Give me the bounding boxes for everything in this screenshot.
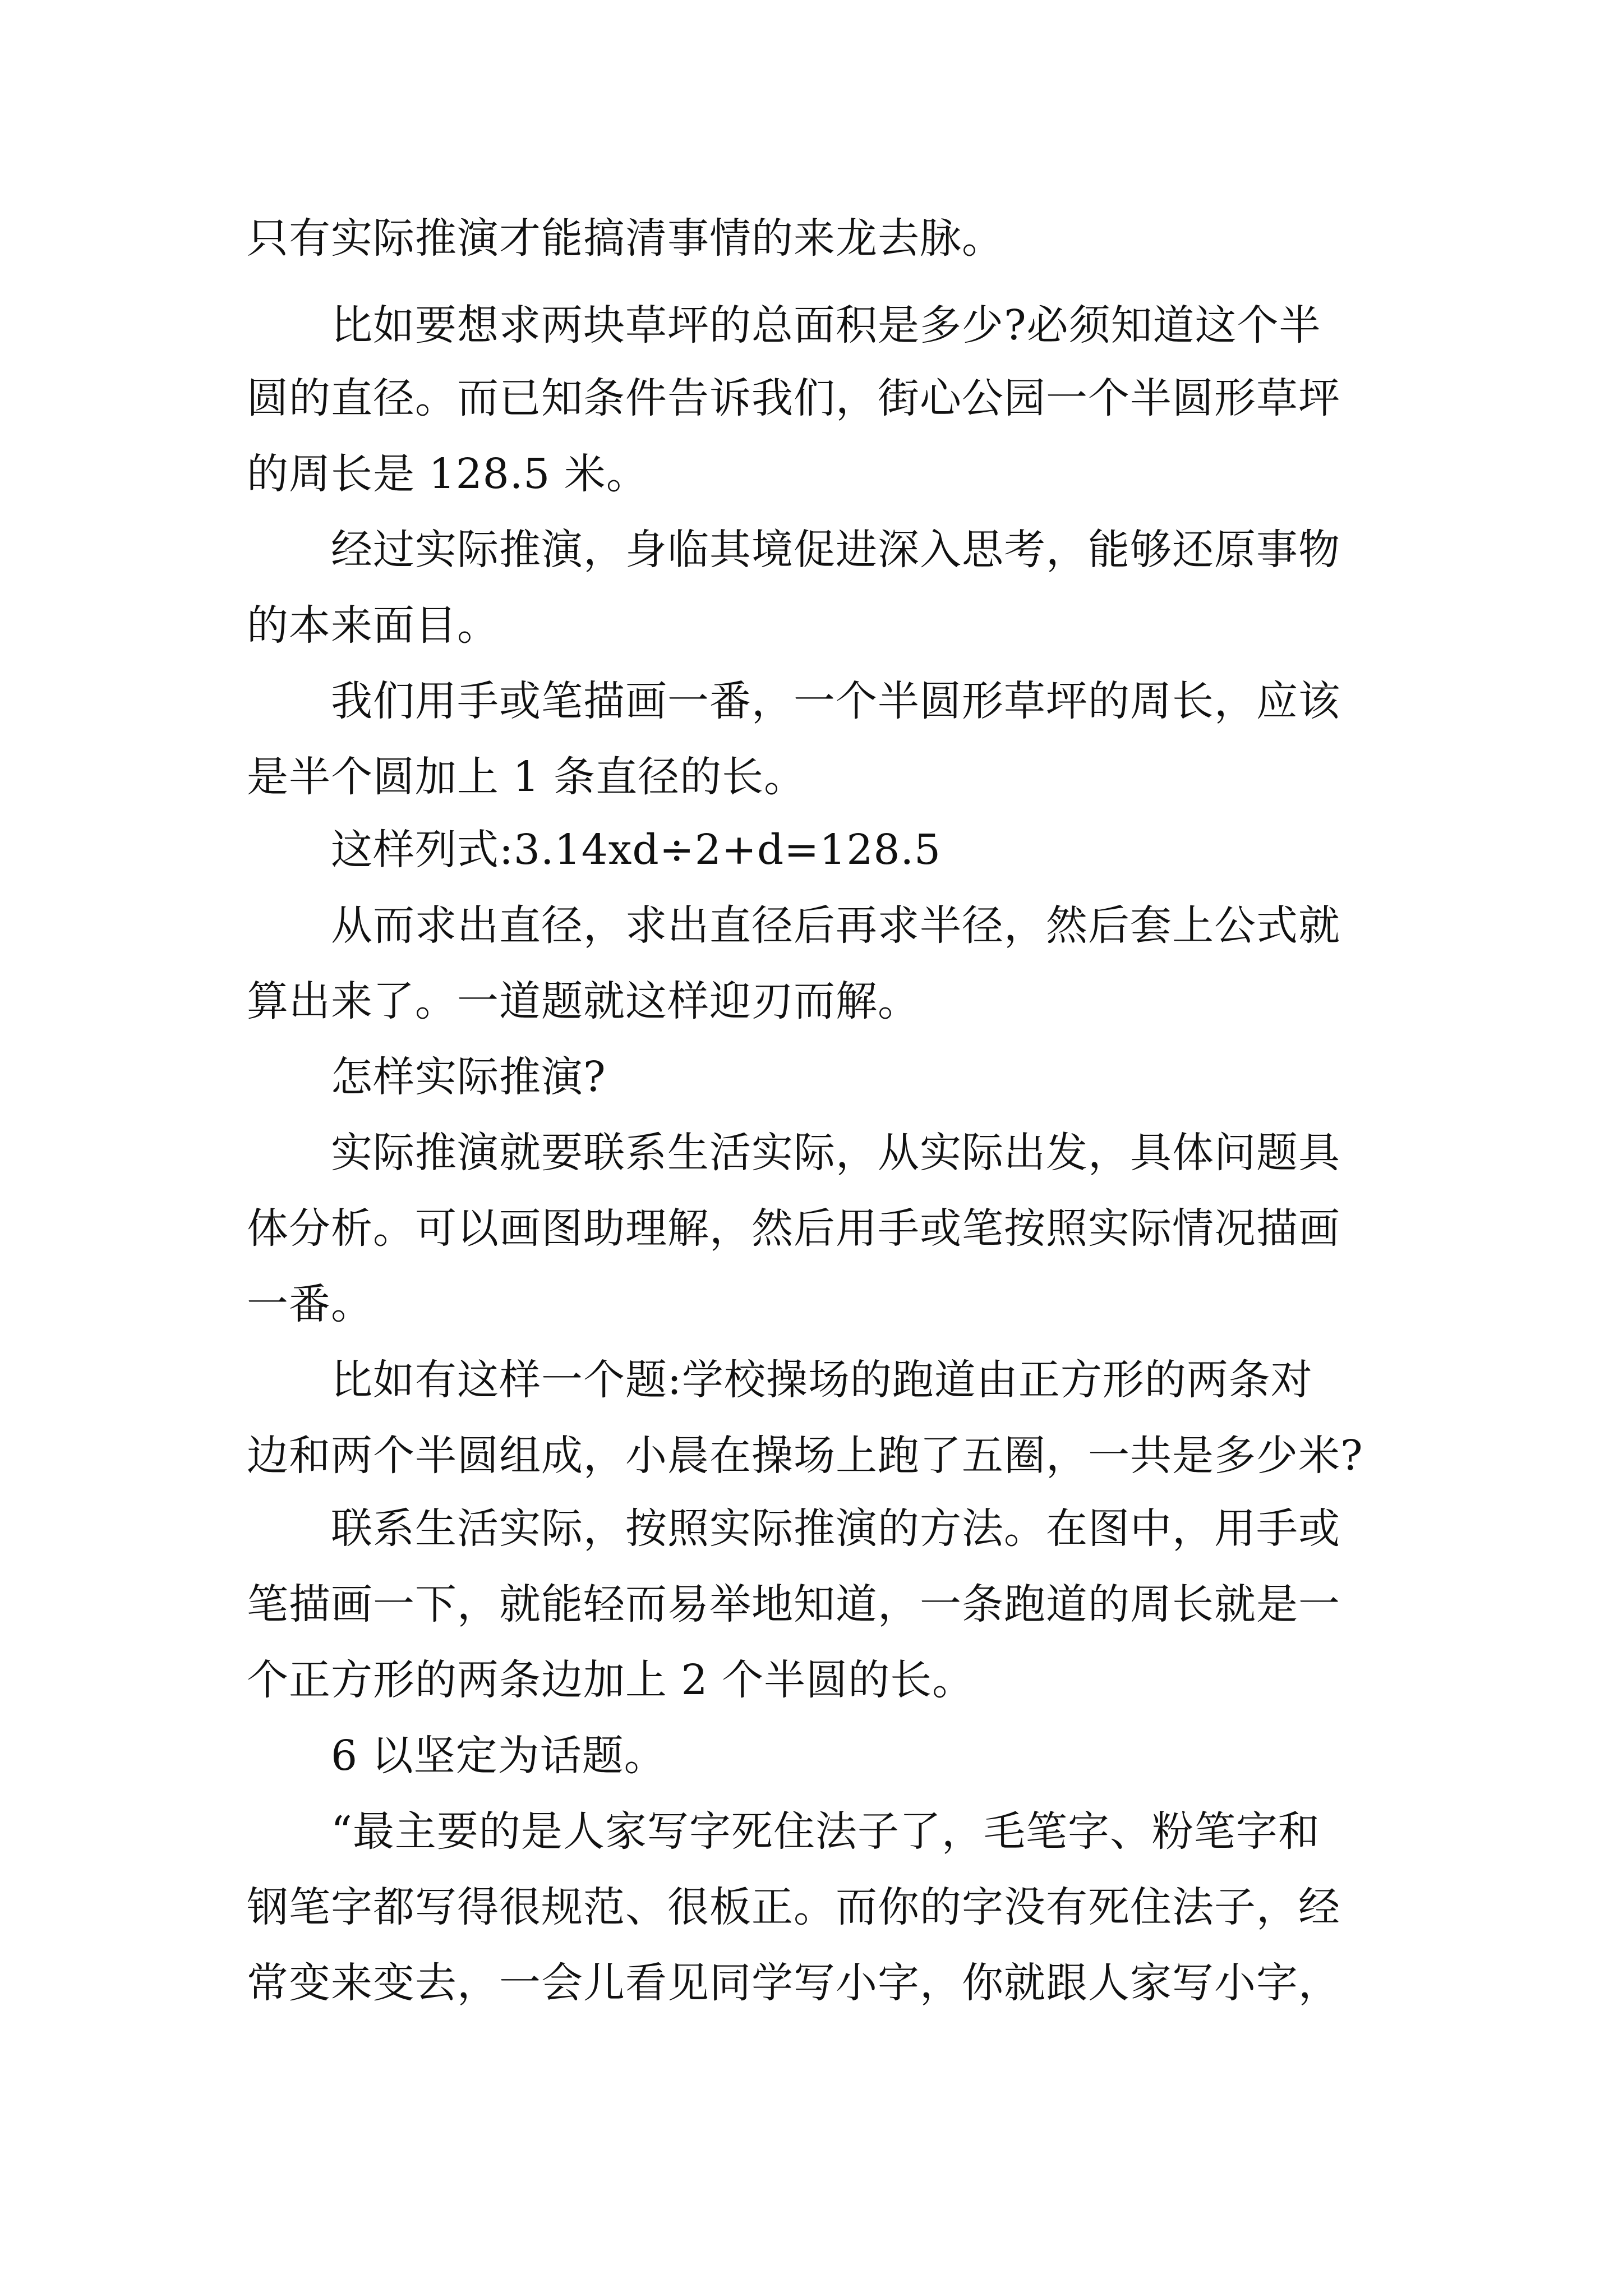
text-line: “最主要的是人家写字死住法子了，毛笔字、粉笔字和 (331, 1807, 1320, 1856)
text-line: 一番。 (247, 1280, 373, 1328)
text-line: 经过实际推演，身临其境促进深入思考，能够还原事物 (331, 526, 1340, 574)
text-line: 6 以坚定为话题。 (331, 1732, 666, 1780)
text-line: 体分析。可以画图助理解，然后用手或笔按照实际情况描画 (247, 1204, 1340, 1253)
text-line: 个正方形的两条边加上 2 个半圆的长。 (247, 1656, 975, 1704)
text-line: 常变来变去，一会儿看见同学写小字，你就跟人家写小字， (247, 1959, 1340, 2007)
text-line: 钢笔字都写得很规范、很板正。而你的字没有死住法子，经 (247, 1883, 1340, 1931)
text-line: 只有实际推演才能搞清事情的来龙去脉。 (247, 214, 1004, 263)
text-line: 笔描画一下，就能轻而易举地知道，一条跑道的周长就是一 (247, 1580, 1340, 1628)
text-line: 圆的直径。而已知条件告诉我们，街心公园一个半圆形草坪 (247, 374, 1340, 422)
text-line: 从而求出直径，求出直径后再求半径，然后套上公式就 (331, 901, 1340, 950)
text-line: 算出来了。一道题就这样迎刃而解。 (247, 977, 920, 1025)
text-line: 实际推演就要联系生活实际，从实际出发，具体问题具 (331, 1129, 1340, 1177)
text-line: 怎样实际推演? (331, 1053, 606, 1101)
text-line: 我们用手或笔描画一番，一个半圆形草坪的周长，应该 (331, 677, 1340, 725)
text-line: 边和两个半圆组成，小晨在操场上跑了五圈，一共是多少米? (247, 1432, 1363, 1480)
text-line: 比如有这样一个题:学校操场的跑道由正方形的两条对 (331, 1356, 1313, 1404)
text-line: 的本来面目。 (247, 601, 499, 650)
text-line: 比如要想求两块草坪的总面积是多少?必须知道这个半 (331, 301, 1321, 349)
text-line: 是半个圆加上 1 条直径的长。 (247, 753, 806, 801)
text-line: 的周长是 128.5 米。 (247, 450, 648, 498)
text-line: 联系生活实际，按照实际推演的方法。在图中，用手或 (331, 1504, 1340, 1553)
text-line: 这样列式:3.14xd÷2+d=128.5 (331, 826, 942, 874)
